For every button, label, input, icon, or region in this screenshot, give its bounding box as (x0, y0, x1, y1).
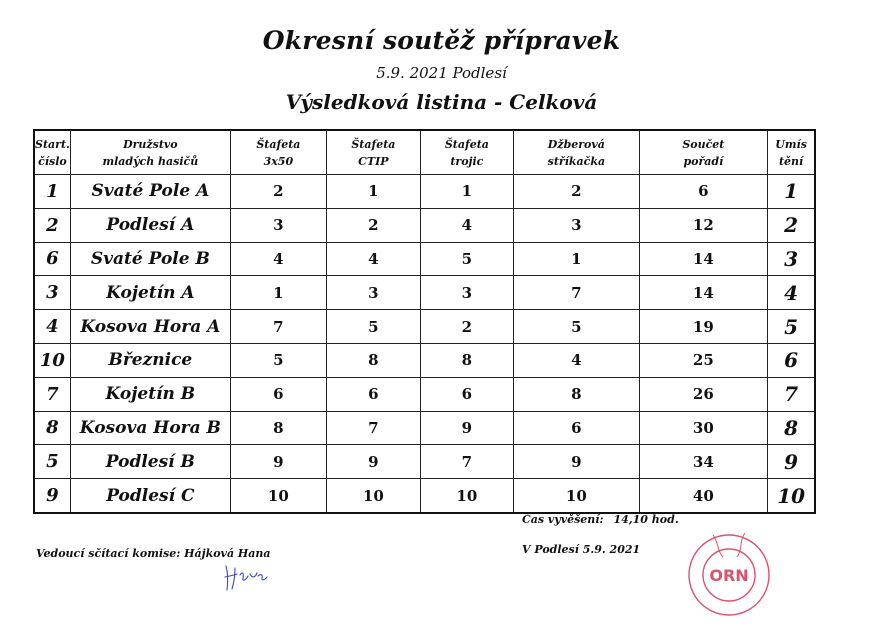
sum-cell: 14 (639, 276, 767, 310)
rank-cell: 7 (767, 377, 815, 411)
sum-cell: 30 (639, 411, 767, 445)
relay-trojic-cell: 9 (420, 411, 513, 445)
table-row (34, 310, 815, 344)
relay-trojic-cell: 2 (420, 310, 513, 344)
team-name-cell: Březnice (70, 343, 230, 377)
results-heading: Výsledková listina - Celková (285, 90, 598, 114)
relay-ctip-cell: 3 (326, 276, 420, 310)
sum-cell: 19 (639, 310, 767, 344)
start-number-cell: 5 (34, 445, 70, 479)
column-header-team: Družstvo mladých hasičů (70, 130, 230, 175)
bucket-pump-cell: 8 (513, 377, 639, 411)
team-name-cell: Kojetín B (70, 377, 230, 411)
rank-cell: 8 (767, 411, 815, 445)
relay-ctip-cell: 10 (326, 479, 420, 513)
rank-cell: 1 (767, 175, 815, 209)
posting-time-label: Čas vyvěšení: (522, 513, 604, 526)
column-header-start: Start. číslo (34, 130, 70, 175)
relay-3x50-cell: 9 (230, 445, 326, 479)
team-name-cell: Podlesí C (70, 479, 230, 513)
document-title: Okresní soutěž přípravek (262, 26, 621, 55)
relay-3x50-cell: 5 (230, 343, 326, 377)
relay-trojic-cell: 6 (420, 377, 513, 411)
relay-ctip-cell: 2 (326, 208, 420, 242)
relay-3x50-cell: 7 (230, 310, 326, 344)
team-name-cell: Svaté Pole B (70, 242, 230, 276)
start-number-cell: 4 (34, 310, 70, 344)
relay-3x50-cell: 1 (230, 276, 326, 310)
table-row (34, 242, 815, 276)
rank-cell: 3 (767, 242, 815, 276)
start-number-cell: 7 (34, 377, 70, 411)
svg-text:ORN: ORN (709, 566, 749, 585)
bucket-pump-cell: 2 (513, 175, 639, 209)
place-date: V Podlesí 5.9. 2021 (522, 543, 641, 556)
column-header-sum: Součet pořadí (639, 130, 767, 175)
rank-cell: 9 (767, 445, 815, 479)
relay-trojic-cell: 3 (420, 276, 513, 310)
relay-ctip-cell: 7 (326, 411, 420, 445)
sum-cell: 25 (639, 343, 767, 377)
team-name-cell: Podlesí B (70, 445, 230, 479)
sum-cell: 12 (639, 208, 767, 242)
start-number-cell: 8 (34, 411, 70, 445)
sum-cell: 26 (639, 377, 767, 411)
table-row (34, 276, 815, 310)
bucket-pump-cell: 6 (513, 411, 639, 445)
date-place: 5.9. 2021 Podlesí (376, 64, 507, 82)
sum-cell: 14 (639, 242, 767, 276)
rank-cell: 6 (767, 343, 815, 377)
relay-ctip-cell: 5 (326, 310, 420, 344)
relay-3x50-cell: 4 (230, 242, 326, 276)
team-name-cell: Svaté Pole A (70, 175, 230, 209)
rank-cell: 4 (767, 276, 815, 310)
header-row (34, 130, 815, 175)
relay-ctip-cell: 8 (326, 343, 420, 377)
table-row (34, 175, 815, 209)
column-header-relay-trojic: Štafeta trojic (420, 130, 513, 175)
relay-trojic-cell: 7 (420, 445, 513, 479)
relay-trojic-cell: 8 (420, 343, 513, 377)
team-name-cell: Kosova Hora A (70, 310, 230, 344)
relay-3x50-cell: 6 (230, 377, 326, 411)
relay-3x50-cell: 3 (230, 208, 326, 242)
bucket-pump-cell: 3 (513, 208, 639, 242)
table-row (34, 343, 815, 377)
table-row (34, 377, 815, 411)
sum-cell: 6 (639, 175, 767, 209)
start-number-cell: 6 (34, 242, 70, 276)
table-row (34, 479, 815, 513)
sum-cell: 34 (639, 445, 767, 479)
bucket-pump-cell: 5 (513, 310, 639, 344)
start-number-cell: 10 (34, 343, 70, 377)
relay-trojic-cell: 5 (420, 242, 513, 276)
relay-3x50-cell: 8 (230, 411, 326, 445)
start-number-cell: 9 (34, 479, 70, 513)
handwritten-signature (222, 560, 272, 592)
bucket-pump-cell: 7 (513, 276, 639, 310)
relay-trojic-cell: 4 (420, 208, 513, 242)
rank-cell: 5 (767, 310, 815, 344)
relay-3x50-cell: 2 (230, 175, 326, 209)
posting-time-value: 14,10 hod. (613, 513, 679, 526)
sum-cell: 40 (639, 479, 767, 513)
relay-ctip-cell: 4 (326, 242, 420, 276)
bucket-pump-cell: 9 (513, 445, 639, 479)
relay-ctip-cell: 1 (326, 175, 420, 209)
bucket-pump-cell: 1 (513, 242, 639, 276)
round-stamp (683, 527, 775, 619)
relay-trojic-cell: 1 (420, 175, 513, 209)
team-name-cell: Kojetín A (70, 276, 230, 310)
table-row (34, 411, 815, 445)
bucket-pump-cell: 4 (513, 343, 639, 377)
start-number-cell: 3 (34, 276, 70, 310)
rank-cell: 10 (767, 479, 815, 513)
column-header-rank: Umís tění (767, 130, 815, 175)
table-row (34, 208, 815, 242)
bucket-pump-cell: 10 (513, 479, 639, 513)
column-header-bucket-pump: Džberová stříkačka (513, 130, 639, 175)
posting-time (522, 513, 679, 526)
start-number-cell: 2 (34, 208, 70, 242)
table-row (34, 445, 815, 479)
relay-trojic-cell: 10 (420, 479, 513, 513)
committee-chair: Vedoucí sčítací komise: Hájková Hana (36, 547, 271, 560)
results-table (33, 129, 816, 514)
column-header-relay-ctip: Štafeta CTIP (326, 130, 420, 175)
team-name-cell: Kosova Hora B (70, 411, 230, 445)
relay-3x50-cell: 10 (230, 479, 326, 513)
column-header-relay-3x50: Štafeta 3x50 (230, 130, 326, 175)
relay-ctip-cell: 6 (326, 377, 420, 411)
rank-cell: 2 (767, 208, 815, 242)
relay-ctip-cell: 9 (326, 445, 420, 479)
team-name-cell: Podlesí A (70, 208, 230, 242)
start-number-cell: 1 (34, 175, 70, 209)
